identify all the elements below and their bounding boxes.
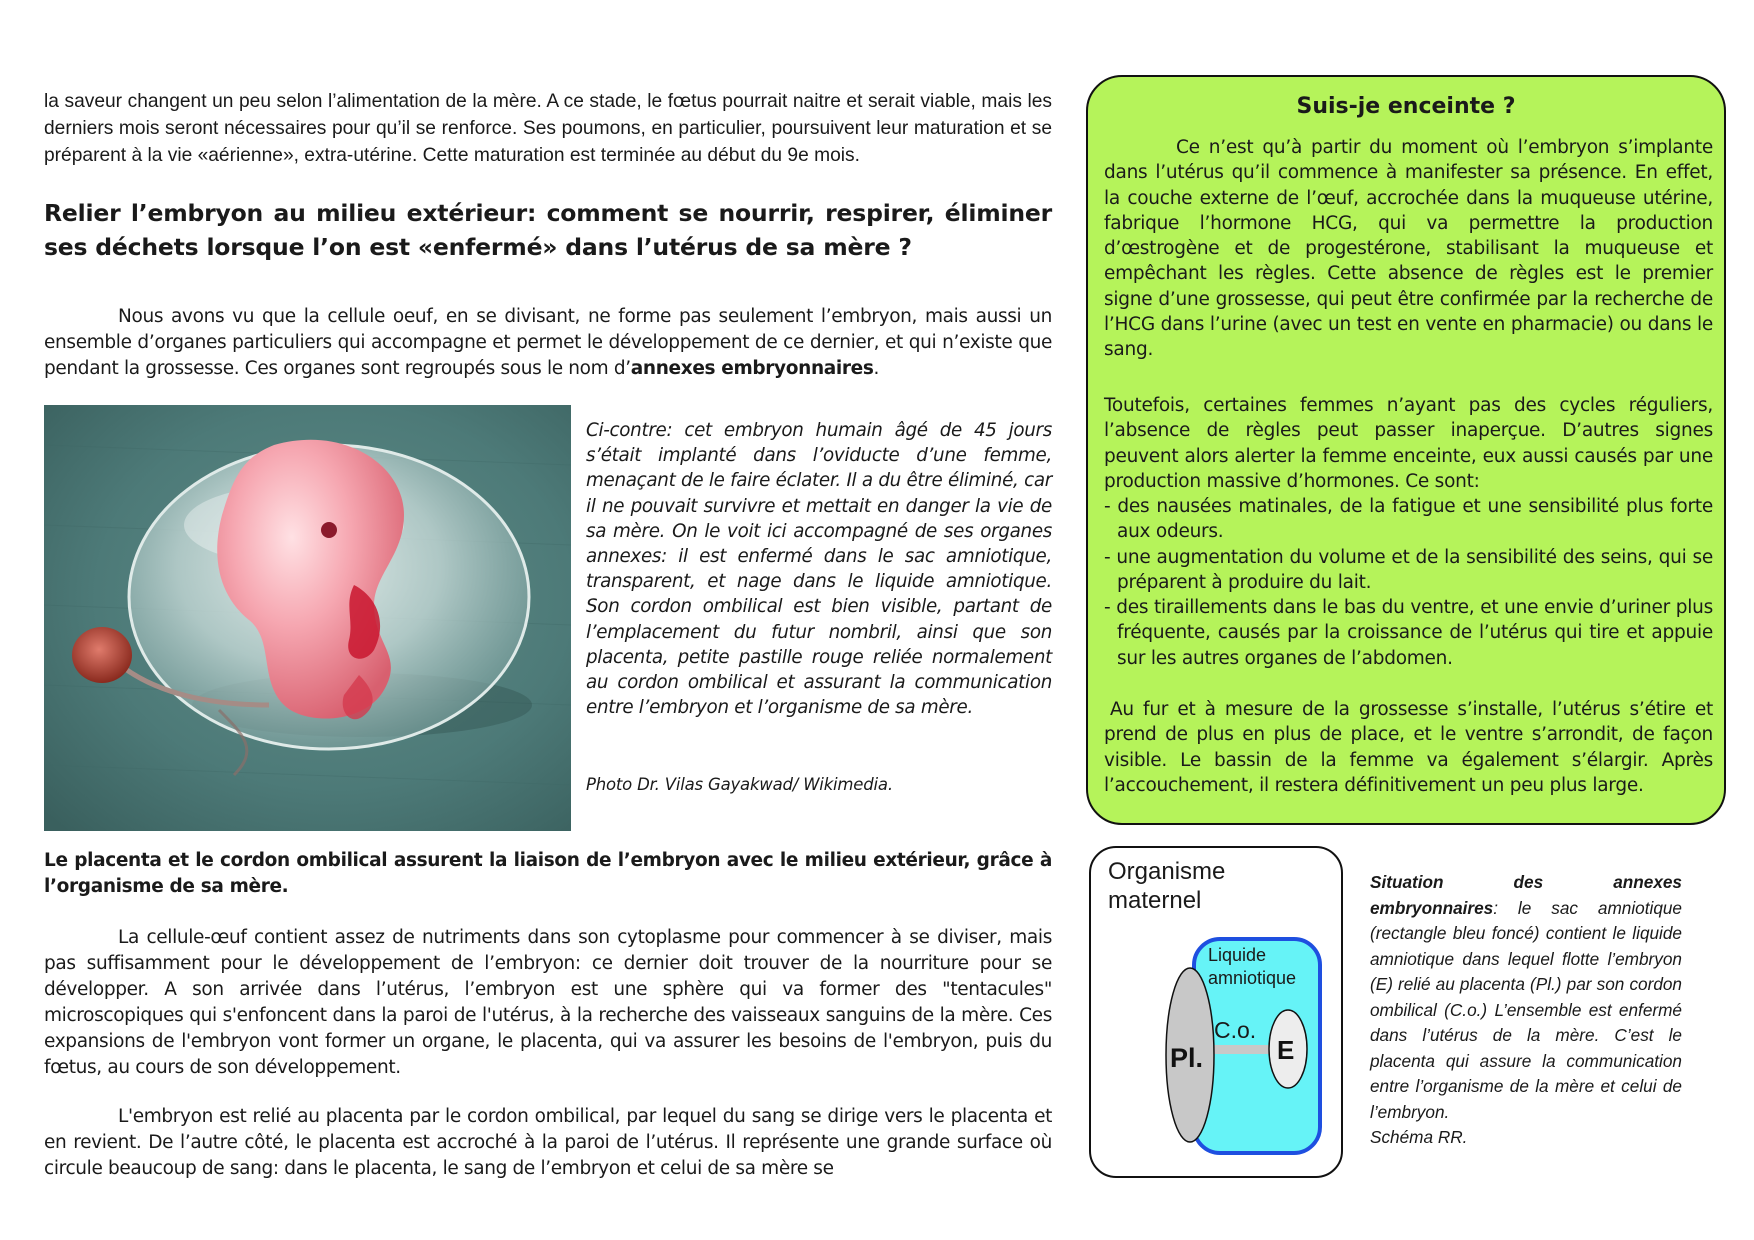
annexes-diagram bbox=[1088, 845, 1344, 1181]
schema-credit: Schéma RR. bbox=[1370, 1127, 1468, 1147]
placenta-statement: Le placenta et le cordon ombilical assurent la liaison de l’embryon avec le milieu extérieur, grâce à l’organisme de sa mère. bbox=[44, 850, 1052, 897]
pregnancy-signs-list bbox=[1104, 494, 1713, 671]
nutrition-paragraph: La cellule-œuf contient assez de nutriments dans son cytoplasme pour commencer à se diviser, mais pas suffisamment pour le développement de l’embryon: ce dernier doit trouver de la nourriture pour se développer. A son arrivée dans l’utérus, l’embryon est une sphère qui va former des "tentacules" microscopiques qui s'enfoncent dans la paroi de l'utérus, à la recherche des vaisseaux sanguins de la mère. Ces expansions de l'embryon vont former un organe, le placenta, qui va assurer les besoins de l'embryon, puis du fœtus, au cours de son développement. bbox=[44, 927, 1052, 1078]
annexes-paragraph bbox=[44, 304, 1052, 382]
schema-caption bbox=[1370, 870, 1682, 1151]
embryo-photo bbox=[44, 405, 571, 831]
sidebar-paragraph-3: Au fur et à mesure de la grossesse s’installe, l’utérus s’étire et prend de plus en plus de place, et le ventre s’arrondit, de façon visible. Le bassin de la femme va également s’élargir. Après l’accouchement, il restera définitivement un peu plus large. bbox=[1104, 699, 1713, 796]
photo-credit: Photo Dr. Vilas Gayakwad/ Wikimedia. bbox=[586, 775, 893, 794]
umbilical-cord bbox=[1212, 1045, 1274, 1054]
schema-caption-text: : le sac amniotique (rectangle bleu foncé) contient le liquide amniotique dans lequel flotte l’embryon (E) relié au placenta (Pl.) par son cordon ombilical (C.o.) L’ensemble est enfermé dans l’utérus de la mère. C’est le placenta qui assure la communication entre l’organisme de la mère et celui de l’embryon. bbox=[1370, 897, 1682, 1122]
sidebar-title: Suis-je enceinte ? bbox=[1296, 94, 1516, 119]
photo-caption: Ci-contre: cet embryon humain âgé de 45 jours s’était implanté dans l’oviducte d’une femme, menaçant de le faire éclater. Il a du être éliminé, car il ne pouvait survivre et mettait en danger la vie de sa mère. On le voit ici accompagné de ses organes annexes: il est enfermé dans le sac amniotique, transparent, et nage dans le liquide amniotique. Son cordon ombilical est bien visible, partant de l’emplacement du futur nombril, ainsi que son placenta, petite pastille rouge reliée normalement au cordon ombilical et assurant la communication entre l’embryon et l’organisme de sa mère. bbox=[586, 420, 1052, 719]
mother-label-2: maternel bbox=[1108, 887, 1202, 914]
sidebar-paragraph-1: Ce n’est qu’à partir du moment où l’embryon s’implante dans l’utérus qu’il commence à manifester sa présence. En effet, la couche externe de l’œuf, accrochée dans la muqueuse utérine, fabrique l’hormone HCG, qui va permettre la production d’œstrogène et de progestérone, stabilisant la muqueuse et empêchant les règles. Cette absence de règles est le premier signe d’une grossesse, qui peut être confirmée par la recherche de l’HCG dans l’urine (avec un test en vente en pharmacie) ou dans le sang. bbox=[1104, 137, 1713, 361]
embryo-label: E bbox=[1277, 1035, 1295, 1065]
fluid-label-2: amniotique bbox=[1208, 968, 1297, 988]
annexes-term: annexes embryonnaires bbox=[630, 358, 874, 379]
sidebar-paragraph-2: Toutefois, certaines femmes n’ayant pas des cycles réguliers, l’absence de règles peut passer inaperçue. D’autres signes peuvent alors alerter la femme enceinte, eux aussi causés par une production massive d’hormones. Ce sont: bbox=[1104, 395, 1713, 492]
mother-label-1: Organisme bbox=[1108, 858, 1226, 885]
cord-paragraph: L'embryon est relié au placenta par le cordon ombilical, par lequel du sang se dirige vers le placenta et en revient. De l’autre côté, le placenta est accroché à la paroi de l’utérus. Il représente une grande surface où circule beaucoup de sang: dans le placenta, le sang de l’embryon et celui de sa mère se bbox=[44, 1106, 1052, 1179]
fluid-label-1: Liquide bbox=[1208, 945, 1267, 965]
cord-label: C.o. bbox=[1214, 1017, 1257, 1043]
section-heading: Relier l’embryon au milieu extérieur: comment se nourrir, respirer, éliminer ses déchets lorsque l’on est «enfermé» dans l’utérus de sa mère ? bbox=[44, 199, 1052, 261]
placenta-label: Pl. bbox=[1170, 1043, 1204, 1073]
sign-item: - une augmentation du volume et de la sensibilité des seins, qui se préparent à produire du lait. bbox=[1104, 546, 1713, 593]
annexes-paragraph-end: . bbox=[873, 358, 880, 379]
intro-paragraph: la saveur changent un peu selon l’alimentation de la mère. A ce stade, le fœtus pourrait naitre et serait viable, mais les derniers mois seront nécessaires pour qu’il se renforce. Ses poumons, en particulier, poursuivent leur maturation et se préparent à la vie «aérienne», extra-utérine. Cette maturation est terminée au début du 9e mois. bbox=[44, 91, 1052, 166]
sign-item: - des tiraillements dans le bas du ventre, et une envie d’uriner plus fréquente, causés par la croissance de l’utérus qui tire et appuie sur les autres organes de l’abdomen. bbox=[1104, 597, 1713, 669]
schema-caption-title: Situation des annexes embryonnaires bbox=[1370, 872, 1682, 918]
sign-item: - des nausées matinales, de la fatigue et une sensibilité plus forte aux odeurs. bbox=[1104, 496, 1713, 543]
annexes-paragraph-text: Nous avons vu que la cellule oeuf, en se divisant, ne forme pas seulement l’embryon, mais aussi un ensemble d’organes particuliers qui accompagne et permet le développement de ce dernier, et qui n’existe que pendant la grossesse. Ces organes sont regroupés sous le nom d’ bbox=[44, 306, 1052, 379]
